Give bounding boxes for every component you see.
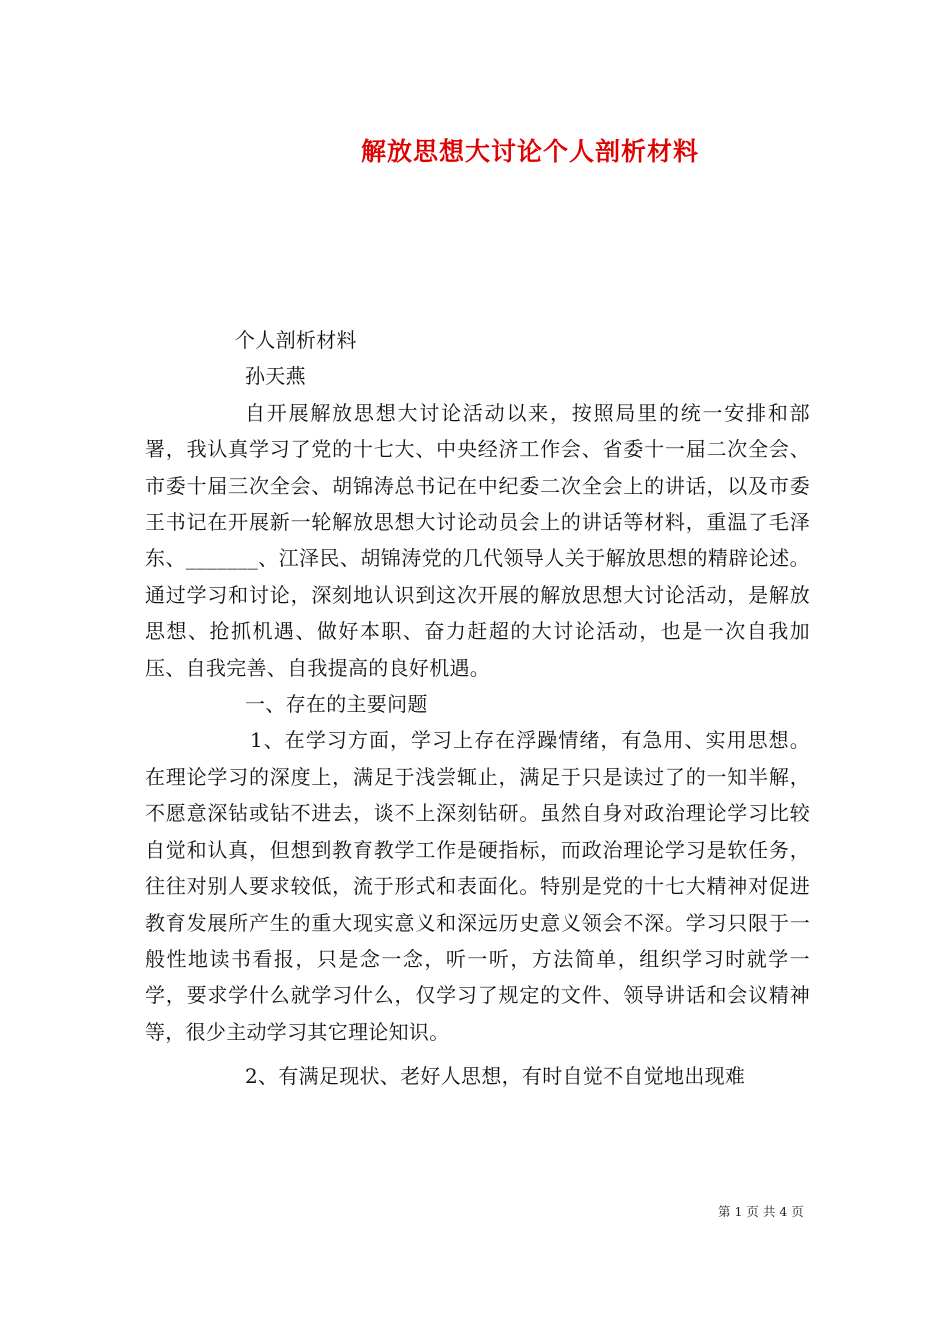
learning-problem-paragraph: 1、在学习方面，学习上存在浮躁情绪，有急用、实用思想。在理论学习的深度上，满足于浅尝辄止，满足于只是读过了的一知半解，不愿意深钻或钻不进去，谈不上深刻钻研。虽然自身对政治理论学习比较自觉和认真，但想到教育教学工作是硬指标，而政治理论学习是软任务，往往对别人要求较低，流于形式和表面化。特别是党的十七大精神对促进教育发展所产生的重大现实意义和深远历史意义领会不深。学习只限于一般性地读书看报，只是念一念，听一听，方法简单，组织学习时就学一学，要求学什么就学习什么，仅学习了规定的文件、领导讲话和会议精神等，很少主动学习其它理论知识。 <box>145 728 810 1044</box>
author-name: 孙天燕 <box>245 364 306 389</box>
document-title: 解放思想大讨论个人剖析材料 <box>360 137 699 166</box>
problems-heading: 一、存在的主要问题 <box>245 692 428 717</box>
page-number-footer: 第 1 页 共 4 页 <box>718 1204 804 1219</box>
document-body <box>145 322 810 1095</box>
complacency-problem-paragraph: 2、有满足现状、老好人思想，有时自觉不自觉地出现难 <box>245 1064 746 1089</box>
intro-paragraph: 自开展解放思想大讨论活动以来，按照局里的统一安排和部署，我认真学习了党的十七大、中央经济工作会、省委十一届二次全会、市委十届三次全会、胡锦涛总书记在中纪委二次全会上的讲话，以及市委王书记在开展新一轮解放思想大讨论动员会上的讲话等材料，重温了毛泽东、_______、江泽民、胡锦涛党的几代领导人关于解放思想的精辟论述。通过学习和讨论，深刻地认识到这次开展的解放思想大讨论活动，是解放思想、抢抓机遇、做好本职、奋力赶超的大讨论活动，也是一次自我加压、自我完善、自我提高的良好机遇。 <box>145 400 810 680</box>
section-heading: 个人剖析材料 <box>235 328 357 352</box>
